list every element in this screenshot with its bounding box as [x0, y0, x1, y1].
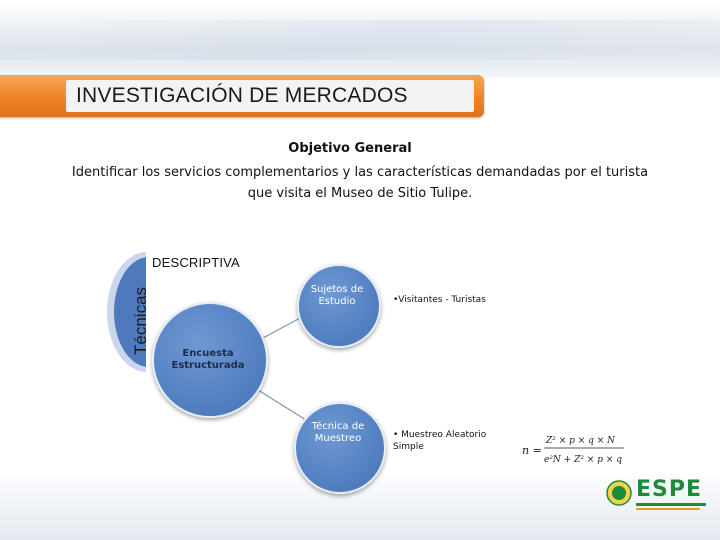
node-circle-muestreo — [294, 402, 386, 494]
node-note-muestreo: • Muestreo Aleatorio Simple — [393, 430, 487, 452]
logo-underline — [636, 503, 706, 506]
side-label: Técnicas — [131, 286, 150, 355]
slide-title: INVESTIGACIÓN DE MERCADOS — [76, 84, 408, 107]
center-node-label: Encuesta Estructurada — [171, 348, 245, 371]
objective-heading: Objetivo General — [288, 141, 412, 156]
node-label-sujetos: Sujetos de Estudio — [310, 284, 364, 307]
category-label: DESCRIPTIVA — [152, 255, 240, 270]
logo-text: ESPE — [636, 477, 703, 502]
formula-lhs: n = — [522, 444, 542, 457]
formula-numerator: Z² × p × q × N — [546, 436, 616, 446]
sample-size-formula — [520, 428, 630, 470]
objective-text: Identificar los servicios complementarios y las características demandadas por el turista que visita el Museo de Sitio Tulipe. — [71, 165, 649, 201]
formula-denominator: e²N + Z² × p × q — [544, 455, 622, 465]
logo-seal-inner-icon — [612, 486, 626, 500]
node-label-muestreo: Técnica de Muestreo — [311, 421, 365, 444]
logo-underline-accent — [636, 508, 700, 510]
node-note-sujetos: •Visitantes - Turistas — [393, 295, 486, 305]
